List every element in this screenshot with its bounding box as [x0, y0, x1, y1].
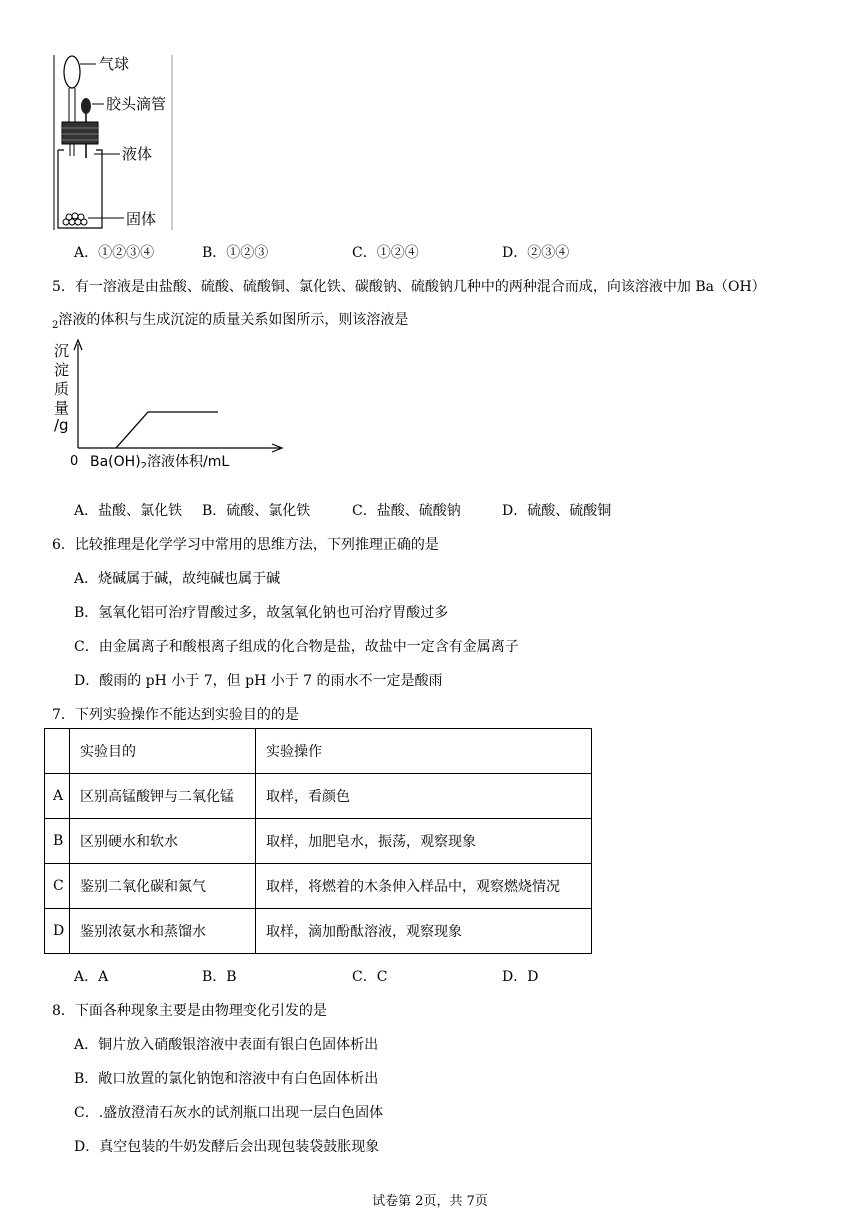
table-cell: 区别高锰酸钾与二氧化锰: [70, 774, 256, 819]
q5-option-b: B．硫酸、氯化铁: [202, 503, 311, 519]
table-row: [45, 864, 592, 909]
q4-option-a: A．①②③④: [74, 245, 155, 261]
chart-ylabel-3: 质: [54, 380, 70, 398]
table-header-cell: 实验操作: [256, 729, 592, 774]
chart-ylabel-2: 淀: [54, 361, 70, 379]
q8-option-b: B．敞口放置的氯化钠饱和溶液中有白色固体析出: [74, 1071, 379, 1087]
table-row: [45, 774, 592, 819]
page-footer: 试卷第 2页，共 7页: [372, 1194, 488, 1209]
chart-origin: 0: [70, 454, 79, 468]
apparatus-figure: [44, 50, 184, 235]
label-dropper: 胶头滴管: [106, 95, 167, 113]
table-row: [45, 819, 592, 864]
q4-option-b: B．①②③: [202, 245, 269, 261]
q8-option-c: C．.盛放澄清石灰水的试剂瓶口出现一层白色固体: [74, 1105, 384, 1121]
q8-option-d: D．真空包装的牛奶发酵后会出现包装袋鼓胀现象: [74, 1139, 380, 1155]
q7-table: [44, 728, 592, 954]
chart-xlabel-sub: 2: [140, 461, 148, 468]
table-cell: 取样，加肥皂水，振荡，观察现象: [256, 819, 592, 864]
q7-stem: 7．下列实验操作不能达到实验目的的是: [52, 707, 299, 723]
q5-chart: [50, 338, 300, 468]
label-liquid: 液体: [122, 145, 153, 163]
q7-option-c: C．C: [352, 969, 388, 985]
table-header-cell: 实验目的: [70, 729, 256, 774]
chart-xlabel-post: 溶液体积/mL: [147, 454, 230, 468]
solid-granules: [63, 213, 87, 225]
table-header-cell: [45, 729, 70, 774]
q5-stem-line2: [52, 309, 408, 331]
q5-stem-line2-text: 溶液的体积与生成沉淀的质量关系如图所示，则该溶液是: [58, 312, 409, 328]
q6-option-d: D．酸雨的 pH 小于 7，但 pH 小于 7 的雨水不一定是酸雨: [74, 673, 443, 689]
chart-series-line: [116, 412, 218, 448]
chart-ylabel-4: 量: [54, 399, 70, 417]
balloon-shape: [64, 56, 80, 88]
stopper: [62, 122, 98, 144]
q7-option-a: A．A: [74, 969, 109, 985]
q4-option-d: D．②③④: [502, 245, 570, 261]
q5-subscript: 2: [52, 319, 59, 331]
table-cell: 鉴别二氧化碳和氮气: [70, 864, 256, 909]
q5-option-d: D．硫酸、硫酸铜: [502, 503, 612, 519]
q6-option-b: B．氢氧化铝可治疗胃酸过多，故氢氧化钠也可治疗胃酸过多: [74, 605, 449, 621]
q7-option-d: D．D: [502, 969, 539, 985]
table-cell: C: [45, 864, 70, 909]
label-solid: 固体: [126, 210, 157, 228]
q6-option-a: A．烧碱属于碱，故纯碱也属于碱: [74, 571, 281, 587]
table-cell: 取样，将燃着的木条伸入样品中，观察燃烧情况: [256, 864, 592, 909]
label-balloon: 气球: [99, 55, 130, 73]
chart-xlabel-pre: Ba(OH): [90, 454, 141, 468]
q8-option-a: A．铜片放入硝酸银溶液中表面有银白色固体析出: [74, 1037, 379, 1053]
q7-option-b: B．B: [202, 969, 237, 985]
table-cell: B: [45, 819, 70, 864]
q6-option-c: C．由金属离子和酸根离子组成的化合物是盐，故盐中一定含有金属离子: [74, 639, 519, 655]
table-cell: 取样，看颜色: [256, 774, 592, 819]
q8-stem: 8．下面各种现象主要是由物理变化引发的是: [52, 1003, 327, 1019]
dropper-bulb: [81, 98, 91, 114]
q5-option-a: A．盐酸、氯化铁: [74, 503, 183, 519]
chart-ylabel-5: /g: [54, 416, 69, 434]
table-cell: 鉴别浓氨水和蒸馏水: [70, 909, 256, 954]
q6-stem: 6．比较推理是化学学习中常用的思维方法，下列推理正确的是: [52, 537, 439, 553]
q5-option-c: C．盐酸、硫酸钠: [352, 503, 461, 519]
table-cell: A: [45, 774, 70, 819]
chart-xlabel: [90, 453, 229, 468]
table-header-row: [45, 729, 592, 774]
q4-option-c: C．①②④: [352, 245, 419, 261]
table-cell: D: [45, 909, 70, 954]
chart-ylabel-1: 沉: [54, 342, 70, 360]
q5-stem-line1: 5．有一溶液是由盐酸、硫酸、硫酸铜、氯化铁、碳酸钠、硫酸钠几种中的两种混合而成，向该溶液中加 Ba（OH）: [52, 279, 766, 295]
table-cell: 区别硬水和软水: [70, 819, 256, 864]
table-row: [45, 909, 592, 954]
table-cell: 取样，滴加酚酞溶液，观察现象: [256, 909, 592, 954]
